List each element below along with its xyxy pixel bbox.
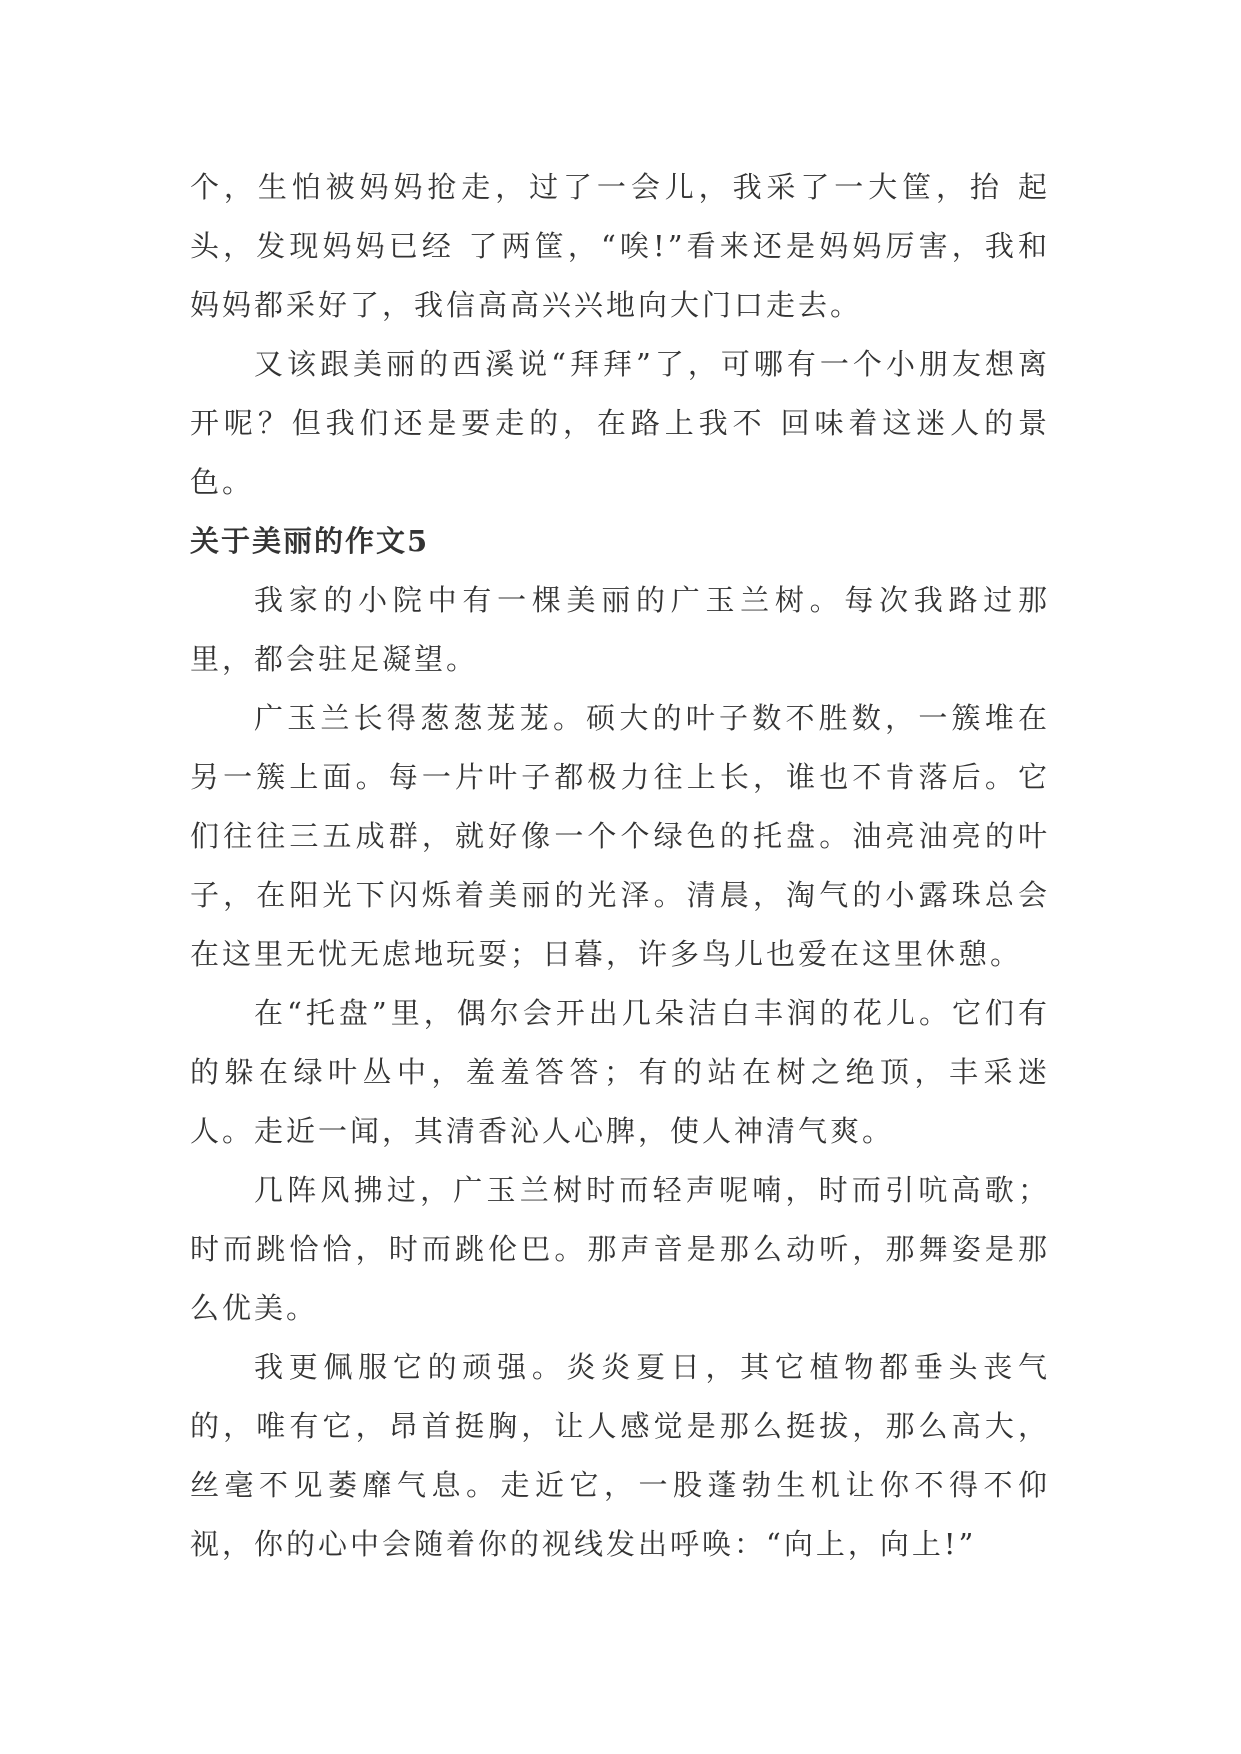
paragraph-leaves: 广玉兰长得葱葱茏茏。硕大的叶子数不胜数，一簇堆在另一簇上面。每一片叶子都极力往上长，谁也不肯落后。它们往往三五成群，就好像一个个绿色的托盘。油亮油亮的叶子，在阳光下闪烁着美丽的光泽。清晨，淘气的小露珠总会在这里无忧无虑地玩耍；日暮，许多鸟儿也爱在这里休憩。: [190, 701, 1050, 971]
paragraph-continuation: 个，生怕被妈妈抢走，过了一会儿，我采了一大筐，抬 起头，发现妈妈已经 了两筐，“唉!”看来还是妈妈厉害，我和妈妈都采好了，我信高高兴兴地向大门口走去。: [190, 170, 1050, 322]
document-page: [190, 158, 1050, 1574]
paragraph-wind: 几阵风拂过，广玉兰树时而轻声呢喃，时而引吭高歌；时而跳恰恰，时而跳伦巴。那声音是那么动听，那舞姿是那么优美。: [190, 1173, 1050, 1325]
paragraph-flowers: 在“托盘”里，偶尔会开出几朵洁白丰润的花儿。它们有的躲在绿叶丛中，羞羞答答；有的站在树之绝顶，丰采迷人。走近一闻，其清香沁人心脾，使人神清气爽。: [190, 996, 1050, 1148]
paragraph-intro: 我家的小院中有一棵美丽的广玉兰树。每次我路过那里，都会驻足凝望。: [190, 583, 1050, 676]
paragraph-tenacity: 我更佩服它的顽强。炎炎夏日，其它植物都垂头丧气的，唯有它，昂首挺胸，让人感觉是那么挺拔，那么高大，丝毫不见萎靡气息。走近它，一股蓬勃生机让你不得不仰视，你的心中会随着你的视线发出呼唤：“向上，向上!”: [190, 1350, 1050, 1561]
paragraph-farewell: 又该跟美丽的西溪说“拜拜”了，可哪有一个小朋友想离开呢？但我们还是要走的，在路上我不 回味着这迷人的景色。: [190, 347, 1050, 499]
section-heading: 关于美丽的作文5: [190, 524, 430, 558]
